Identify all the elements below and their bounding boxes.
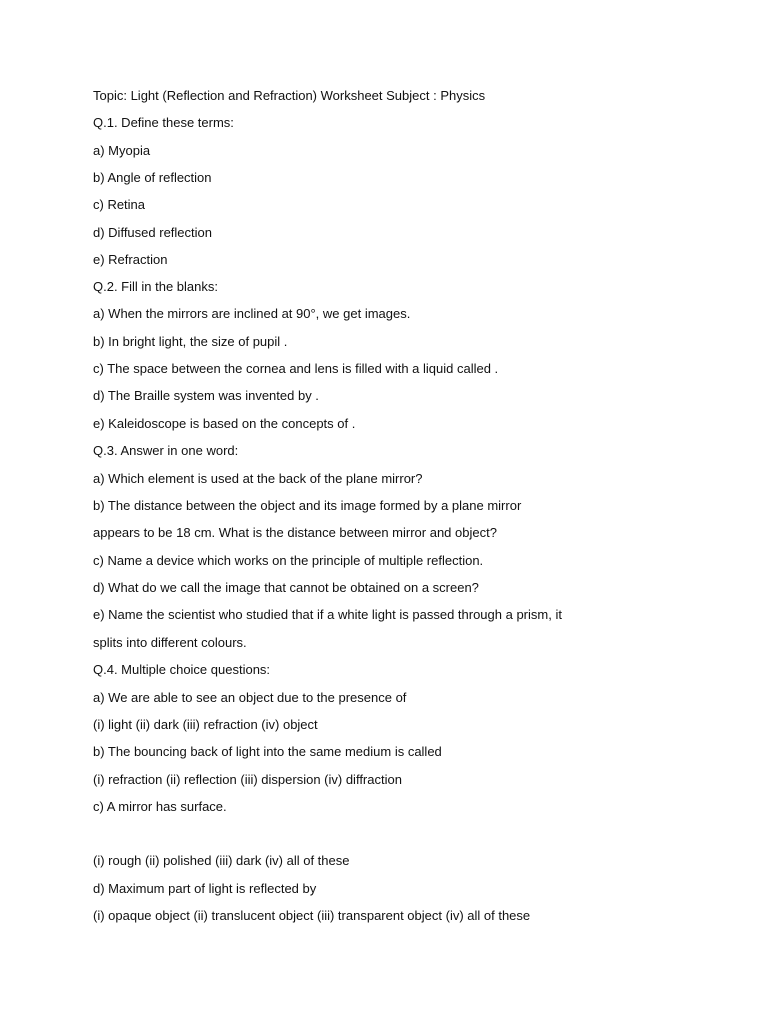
q1-item-b: b) Angle of reflection <box>93 170 212 185</box>
q4-item-d: d) Maximum part of light is reflected by <box>93 881 317 896</box>
q3-item-e-line-2: splits into different colours. <box>93 635 247 650</box>
q4-item-a: a) We are able to see an object due to the presence of <box>93 690 407 705</box>
q4-item-c-options: (i) rough (ii) polished (iii) dark (iv) all of these <box>93 853 350 868</box>
q4-item-a-options: (i) light (ii) dark (iii) refraction (iv) object <box>93 717 318 732</box>
q1-item-d: d) Diffused reflection <box>93 225 212 240</box>
q3-item-b-line-2: appears to be 18 cm. What is the distance between mirror and object? <box>93 525 497 540</box>
q2-item-c: c) The space between the cornea and lens is filled with a liquid called . <box>93 361 499 376</box>
q2-item-a: a) When the mirrors are inclined at 90°, we get images. <box>93 306 411 321</box>
q4-item-b: b) The bouncing back of light into the same medium is called <box>93 744 442 759</box>
q1-item-a: a) Myopia <box>93 143 151 158</box>
q3-item-e-line-1: e) Name the scientist who studied that if a white light is passed through a prism, it <box>93 607 562 622</box>
question-4-heading: Q.4. Multiple choice questions: <box>93 662 271 677</box>
worksheet-title: Topic: Light (Reflection and Refraction) Worksheet Subject : Physics <box>93 88 486 103</box>
q4-item-d-options: (i) opaque object (ii) translucent object (iii) transparent object (iv) all of these <box>93 908 531 923</box>
q2-item-d: d) The Braille system was invented by . <box>93 388 319 403</box>
q2-item-b: b) In bright light, the size of pupil . <box>93 334 288 349</box>
question-3-heading: Q.3. Answer in one word: <box>93 443 239 458</box>
q3-item-a: a) Which element is used at the back of the plane mirror? <box>93 471 423 486</box>
q3-item-b-line-1: b) The distance between the object and its image formed by a plane mirror <box>93 498 522 513</box>
q3-item-d: d) What do we call the image that cannot be obtained on a screen? <box>93 580 479 595</box>
question-1-heading: Q.1. Define these terms: <box>93 115 234 130</box>
q4-item-b-options: (i) refraction (ii) reflection (iii) dispersion (iv) diffraction <box>93 772 402 787</box>
question-2-heading: Q.2. Fill in the blanks: <box>93 279 218 294</box>
q2-item-e: e) Kaleidoscope is based on the concepts of . <box>93 416 356 431</box>
q3-item-c: c) Name a device which works on the principle of multiple reflection. <box>93 553 484 568</box>
q4-item-c: c) A mirror has surface. <box>93 799 227 814</box>
q1-item-e: e) Refraction <box>93 252 168 267</box>
q1-item-c: c) Retina <box>93 197 146 212</box>
